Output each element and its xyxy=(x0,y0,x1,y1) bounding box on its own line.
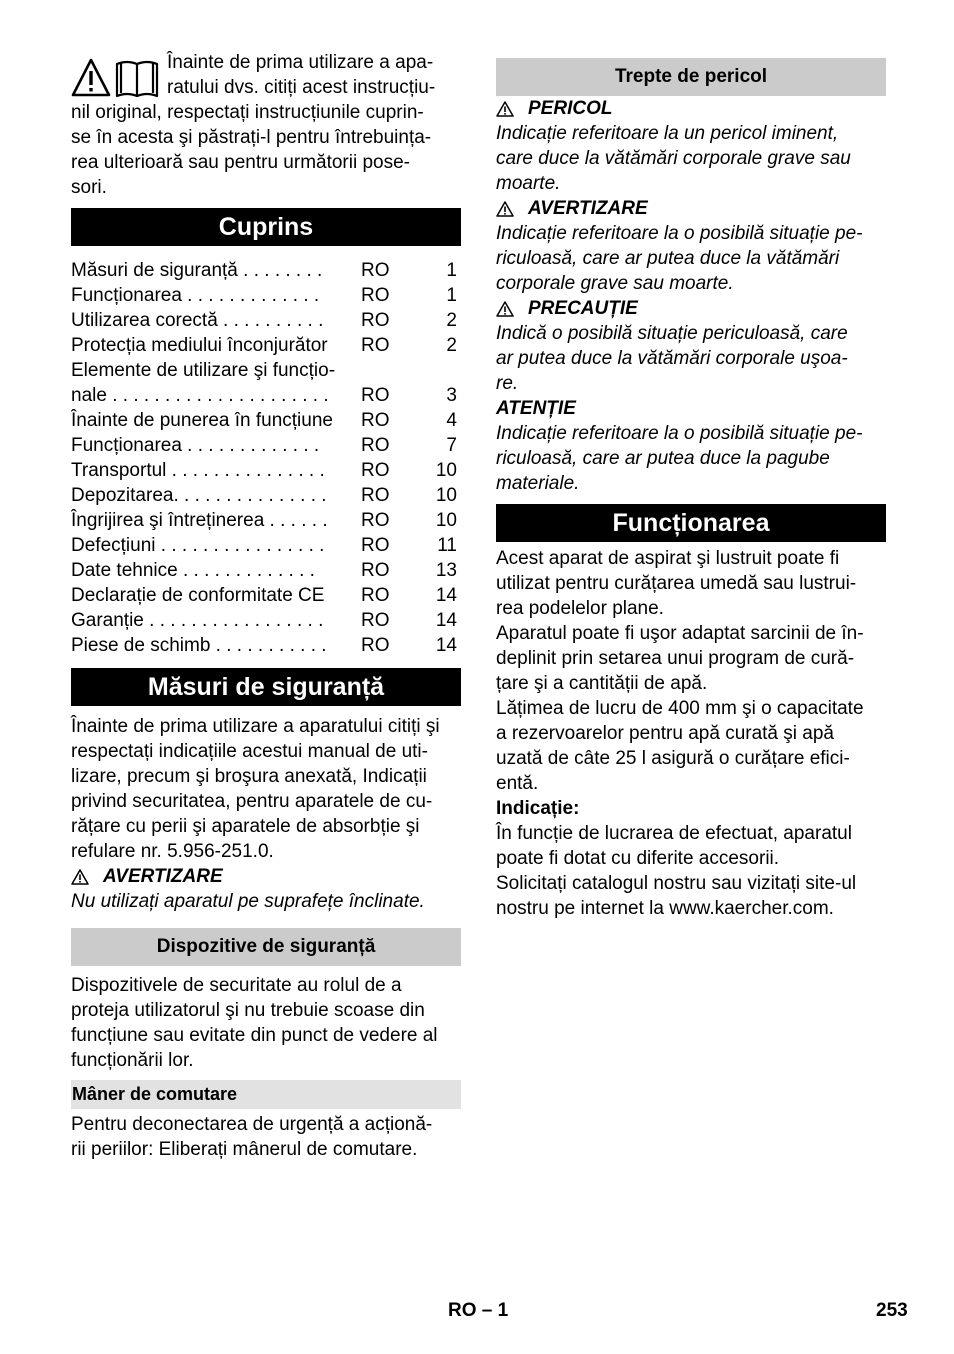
functionarea-line: utilizat pentru curățarea umedă sau lustrui- xyxy=(496,573,857,594)
avertizare-label: AVERTIZARE xyxy=(528,198,648,219)
toc-entry[interactable]: Utilizarea corectă . . . . . . . . . . RO 2 xyxy=(71,310,457,331)
cuprins-heading: Cuprins xyxy=(71,208,461,246)
toc-entry[interactable]: Înainte de punerea în funcțiune RO 4 xyxy=(71,410,457,431)
open-book-icon xyxy=(117,62,157,96)
toc-entry[interactable]: Garanție . . . . . . . . . . . . . . . . . RO 14 xyxy=(71,610,457,631)
toc-entry[interactable]: Date tehnice . . . . . . . . . . . . . RO 13 xyxy=(71,560,457,581)
pericol-label-row xyxy=(496,96,886,121)
warning-text: Nu utilizați aparatul pe suprafețe înclinate. xyxy=(71,891,425,912)
pericol-label: PERICOL xyxy=(528,98,613,119)
maner-line: rii periilor: Eliberați mânerul de comutare. xyxy=(71,1139,418,1160)
dispozitive-line: funcțiune sau evitate din punct de vedere al xyxy=(71,1025,438,1046)
toc-entry[interactable]: Măsuri de siguranță . . . . . . . . RO 1 xyxy=(71,260,457,281)
precautie-line: re. xyxy=(496,373,519,394)
warning-triangle-icon xyxy=(496,301,514,317)
toc-entry[interactable]: nale . . . . . . . . . . . . . . . . . . . . . RO 3 xyxy=(71,385,457,406)
toc-entry[interactable]: Defecțiuni . . . . . . . . . . . . . . . . RO 11 xyxy=(71,535,457,556)
functionarea-heading: Funcționarea xyxy=(496,504,886,542)
toc-entry[interactable]: Îngrijirea şi întreținerea . . . . . . RO 10 xyxy=(71,510,457,531)
masuri-line: lizare, precum şi broşura anexată, Indicații xyxy=(71,766,427,787)
indicatie-label: Indicație: xyxy=(496,798,580,819)
dispozitive-line: Dispozitivele de securitate au rolul de a xyxy=(71,975,402,996)
footer-page-number: 253 xyxy=(876,1300,908,1321)
intro-line: ratului dvs. citiți acest instrucțiu- xyxy=(167,77,436,98)
toc-entry[interactable]: Declarație de conformitate CE RO 14 xyxy=(71,585,457,606)
avertizare-label-row xyxy=(496,196,886,221)
atentie-label: ATENȚIE xyxy=(496,398,576,419)
toc-entry[interactable]: Piese de schimb . . . . . . . . . . . RO 14 xyxy=(71,635,457,656)
intro-line: nil original, respectați instrucțiunile cuprin- xyxy=(71,102,424,123)
precautie-label-row xyxy=(496,296,886,321)
toc-entry[interactable]: Protecția mediului înconjurător RO 2 xyxy=(71,335,457,356)
avertizare-line: corporale grave sau moarte. xyxy=(496,273,734,294)
maner-heading: Mâner de comutare xyxy=(71,1080,461,1109)
precautie-label: PRECAUȚIE xyxy=(528,298,638,319)
functionarea-line: Acest aparat de aspirat şi lustruit poate fi xyxy=(496,548,840,569)
intro-block xyxy=(71,50,461,202)
functionarea-line: poate fi dotat cu diferite accesorii. xyxy=(496,848,780,869)
functionarea-line: Lățimea de lucru de 400 mm şi o capacitate xyxy=(496,698,864,719)
masuri-line: refulare nr. 5.956-251.0. xyxy=(71,841,274,862)
precautie-line: ar putea duce la vătămări corporale uşoa- xyxy=(496,348,848,369)
masuri-line: Înainte de prima utilizare a aparatului citiți şi xyxy=(71,716,440,737)
functionarea-line: Solicitați catalogul nostru sau vizitați site-ul xyxy=(496,873,857,894)
functionarea-line: uzată de câte 25 l asigură o curățare efici- xyxy=(496,748,850,769)
dispozitive-line: proteja utilizatorul şi nu trebuie scoase din xyxy=(71,1000,425,1021)
toc-entry[interactable]: Elemente de utilizare şi funcțio- xyxy=(71,360,336,381)
toc-entry[interactable]: Funcționarea . . . . . . . . . . . . . RO 7 xyxy=(71,435,457,456)
masuri-line: rățare cu perii şi aparatele de absorbție şi xyxy=(71,816,420,837)
warning-triangle-icon xyxy=(71,869,89,885)
functionarea-line: rea podelelor plane. xyxy=(496,598,664,619)
atentie-line: materiale. xyxy=(496,473,580,494)
right-column xyxy=(496,50,886,921)
masuri-line: respectați indicațiile acestui manual de uti- xyxy=(71,741,428,762)
warning-triangle-icon xyxy=(496,201,514,217)
intro-line: Înainte de prima utilizare a apa- xyxy=(167,52,434,73)
masuri-heading: Măsuri de siguranță xyxy=(71,668,461,706)
pericol-line: care duce la vătămări corporale grave sau xyxy=(496,148,851,169)
functionarea-line: a rezervoarelor pentru apă curată şi apă xyxy=(496,723,834,744)
atentie-line: riculoasă, care ar putea duce la pagube xyxy=(496,448,830,469)
warning-label: AVERTIZARE xyxy=(103,866,223,887)
avertizare-label-row xyxy=(71,864,461,889)
avertizare-line: riculoasă, care ar putea duce la vătămări xyxy=(496,248,840,269)
dispozitive-heading: Dispozitive de siguranță xyxy=(71,928,461,966)
warning-triangle-icon xyxy=(73,60,109,95)
toc-entry[interactable]: Funcționarea . . . . . . . . . . . . . RO 1 xyxy=(71,285,457,306)
intro-line: rea ulterioară sau pentru următorii pose- xyxy=(71,152,411,173)
warning-book-icon xyxy=(71,58,163,98)
left-column xyxy=(71,50,461,1162)
functionarea-line: Aparatul poate fi uşor adaptat sarcinii de în- xyxy=(496,623,864,644)
toc-entry[interactable]: Transportul . . . . . . . . . . . . . . . RO 10 xyxy=(71,460,457,481)
table-of-contents xyxy=(71,258,461,658)
functionarea-line: deplinit prin setarea unui program de cură- xyxy=(496,648,855,669)
maner-line: Pentru deconectarea de urgență a acționă- xyxy=(71,1114,433,1135)
avertizare-line: Indicație referitoare la o posibilă situație pe- xyxy=(496,223,863,244)
intro-line: se în acesta şi păstrați-l pentru întrebuința- xyxy=(71,127,432,148)
intro-line: sori. xyxy=(71,177,107,198)
footer-section-label: RO – 1 xyxy=(448,1300,509,1321)
functionarea-line: nostru pe internet la www.kaercher.com. xyxy=(496,898,834,919)
functionarea-line: În funcție de lucrarea de efectuat, aparatul xyxy=(496,823,852,844)
functionarea-line: entă. xyxy=(496,773,539,794)
pericol-line: moarte. xyxy=(496,173,561,194)
precautie-line: Indică o posibilă situație periculoasă, care xyxy=(496,323,848,344)
functionarea-line: țare şi a cantității de apă. xyxy=(496,673,708,694)
warning-triangle-icon xyxy=(496,101,514,117)
atentie-line: Indicație referitoare la o posibilă situație pe- xyxy=(496,423,863,444)
trepte-heading: Trepte de pericol xyxy=(496,58,886,96)
masuri-line: privind securitatea, pentru aparatele de cu- xyxy=(71,791,433,812)
dispozitive-line: funcționării lor. xyxy=(71,1050,194,1071)
toc-entry[interactable]: Depozitarea. . . . . . . . . . . . . . . RO 10 xyxy=(71,485,457,506)
pericol-line: Indicație referitoare la un pericol iminent, xyxy=(496,123,839,144)
